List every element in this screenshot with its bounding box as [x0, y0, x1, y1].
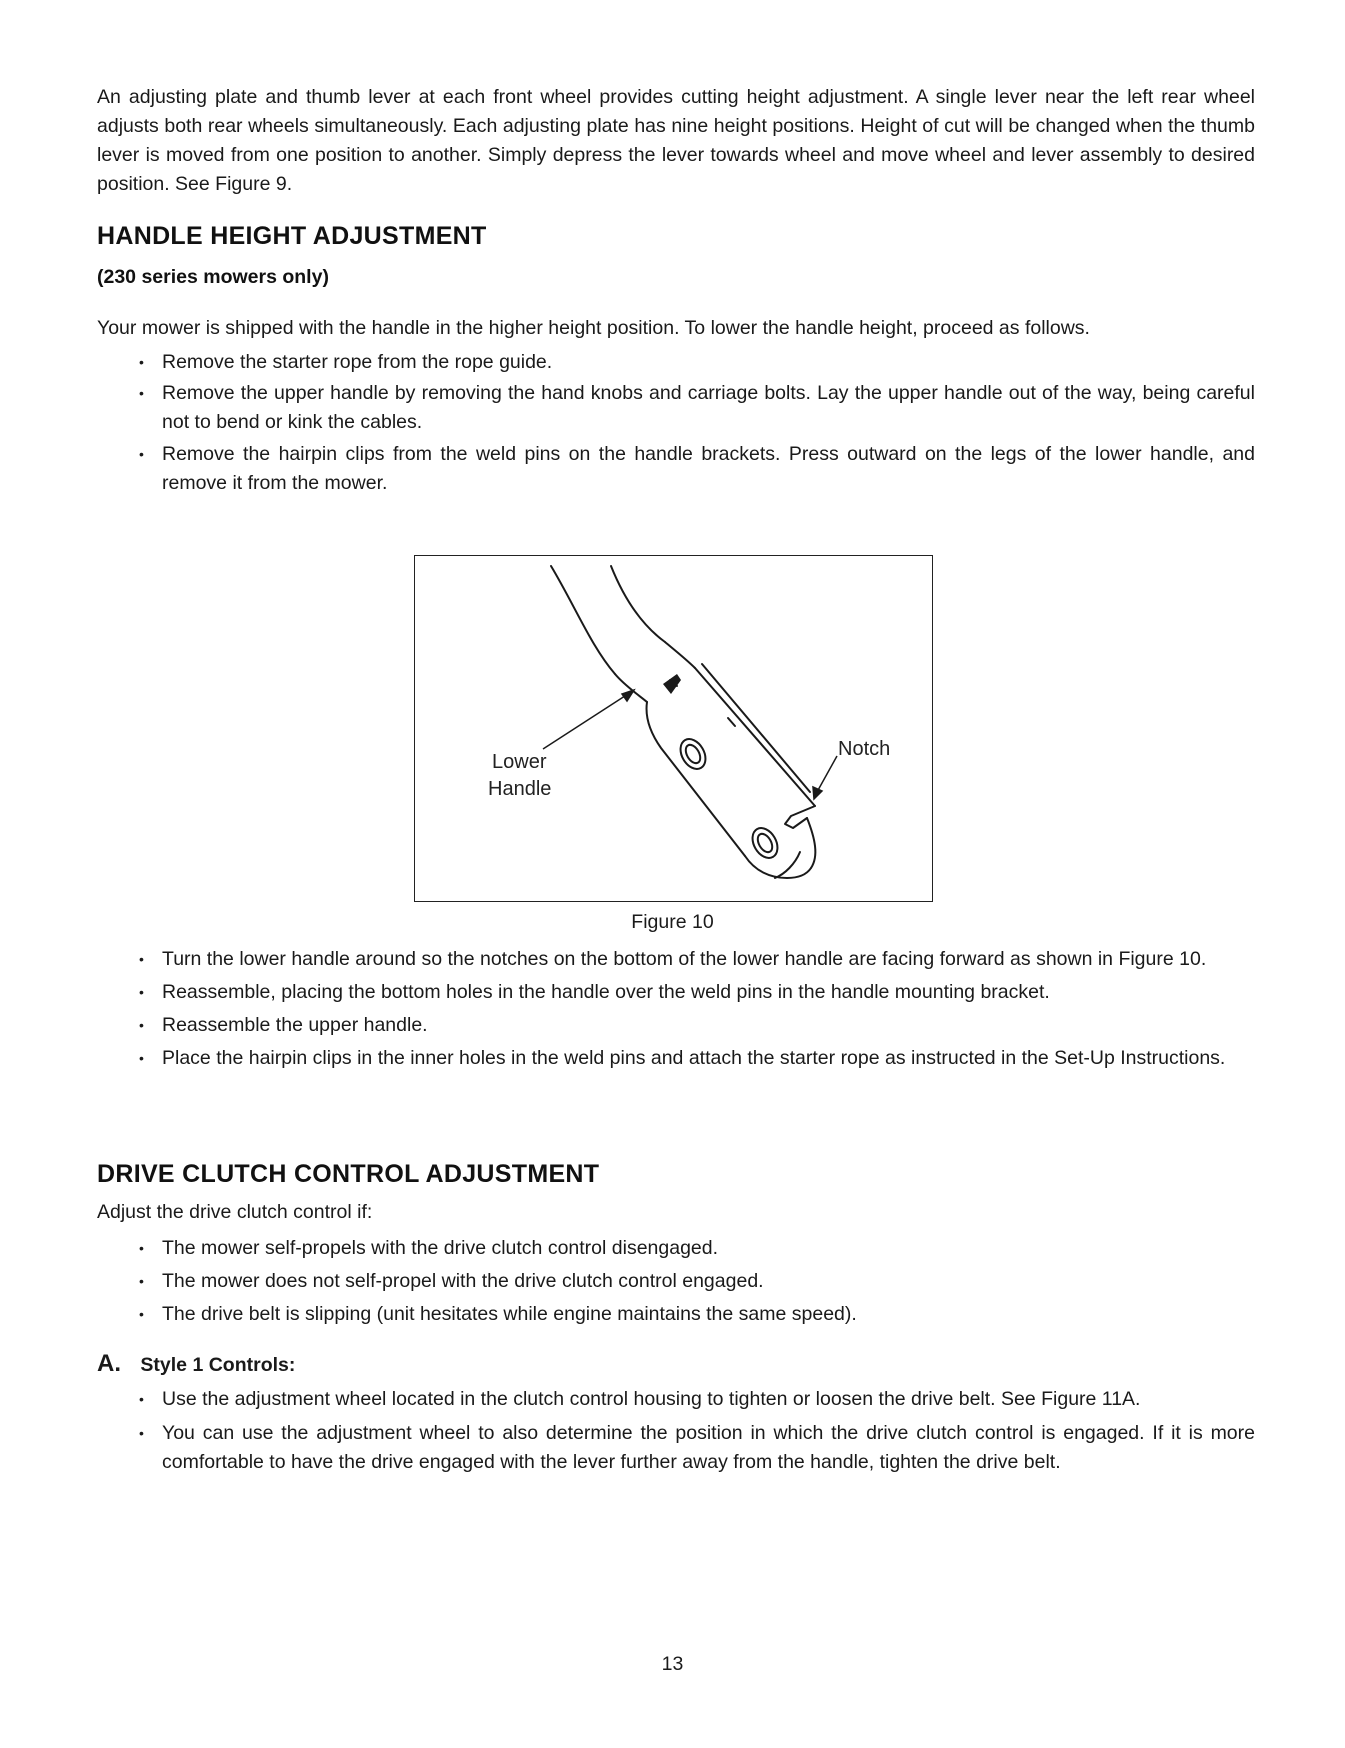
page-number: 13: [661, 1653, 684, 1675]
bullet-icon: •: [139, 385, 144, 401]
list-item-text: Remove the starter rope from the rope guide.: [162, 351, 553, 373]
list-item: [97, 1011, 1255, 1040]
bullet-icon: •: [139, 1273, 144, 1289]
list-item: [97, 1267, 1255, 1296]
bullet-icon: •: [139, 446, 144, 462]
list-item: [97, 978, 1255, 1007]
bullet-icon: •: [139, 1391, 144, 1407]
section-letter: A.: [97, 1350, 121, 1377]
list-item: [97, 379, 1255, 437]
figure-10-box: [414, 555, 933, 902]
drive-conditions-list: [97, 1234, 1255, 1329]
figure-10-caption: Figure 10: [631, 911, 714, 933]
handle-intro-paragraph: Your mower is shipped with the handle in the higher height position. To lower the handle height, proceed as follows.: [97, 317, 1090, 339]
handle-steps-before-list: [97, 348, 1255, 498]
list-item-text: Use the adjustment wheel located in the clutch control housing to tighten or loosen the drive belt. See Figure 11A.: [162, 1388, 1141, 1410]
list-item: [97, 1385, 1255, 1414]
list-item-text: Reassemble the upper handle.: [162, 1014, 428, 1036]
list-item-text: The drive belt is slipping (unit hesitates while engine maintains the same speed).: [162, 1303, 857, 1325]
intro-paragraph: An adjusting plate and thumb lever at each front wheel provides cutting height adjustment. A single lever near the left rear wheel adjusts both rear wheels simultaneously. Each adjusting plate has nine height positions. Height of cut will be changed when the thumb lever is moved from one position to another. Simply depress the lever towards wheel and move wheel and lever assembly to desired position. See Figure 9.: [97, 86, 1255, 195]
list-item: [97, 348, 1255, 377]
list-item: [97, 1234, 1255, 1263]
drive-clutch-heading: DRIVE CLUTCH CONTROL ADJUSTMENT: [97, 1160, 600, 1188]
lower-handle-illustration: [415, 556, 934, 903]
drive-intro-paragraph: Adjust the drive clutch control if:: [97, 1201, 373, 1223]
bullet-icon: •: [139, 1017, 144, 1033]
list-item: [97, 1300, 1255, 1329]
bullet-icon: •: [139, 1425, 144, 1441]
list-item-text: The mower does not self-propel with the drive clutch control engaged.: [162, 1270, 764, 1292]
list-item-text: The mower self-propels with the drive clutch control disengaged.: [162, 1237, 719, 1259]
bullet-icon: •: [139, 984, 144, 1000]
bullet-icon: •: [139, 951, 144, 967]
list-item-text: Remove the hairpin clips from the weld pins on the handle brackets. Press outward on the legs of the lower handle, and remove it from the mower.: [162, 443, 1255, 494]
style-1-title: Style 1 Controls:: [140, 1354, 296, 1376]
style-1-steps-list: [97, 1385, 1255, 1477]
list-item: [97, 945, 1255, 974]
list-item-text: Place the hairpin clips in the inner holes in the weld pins and attach the starter rope as instructed in the Set-Up Instructions.: [162, 1047, 1226, 1069]
list-item: [97, 1419, 1255, 1477]
list-item-text: Remove the upper handle by removing the hand knobs and carriage bolts. Lay the upper handle out of the way, being careful not to bend or kink the cables.: [162, 382, 1255, 433]
bullet-icon: •: [139, 354, 144, 370]
handle-height-subheading: (230 series mowers only): [97, 266, 329, 288]
style-1-heading: [97, 1350, 295, 1378]
lower-label: Lower: [492, 751, 547, 773]
bullet-icon: •: [139, 1240, 144, 1256]
list-item: [97, 1044, 1255, 1073]
handle-height-heading: HANDLE HEIGHT ADJUSTMENT: [97, 222, 487, 250]
list-item-text: Turn the lower handle around so the notches on the bottom of the lower handle are facing forward as shown in Figure 10.: [162, 948, 1207, 970]
handle-steps-after-list: [97, 945, 1255, 1073]
bullet-icon: •: [139, 1306, 144, 1322]
notch-label: Notch: [838, 738, 891, 760]
handle-label: Handle: [488, 778, 552, 800]
list-item-text: You can use the adjustment wheel to also determine the position in which the drive clutch control is engaged. If it is more comfortable to have the drive engaged with the lever further away from the handle, tighten the drive belt.: [162, 1422, 1255, 1473]
bullet-icon: •: [139, 1050, 144, 1066]
list-item: [97, 440, 1255, 498]
list-item-text: Reassemble, placing the bottom holes in the handle over the weld pins in the handle mounting bracket.: [162, 981, 1050, 1003]
